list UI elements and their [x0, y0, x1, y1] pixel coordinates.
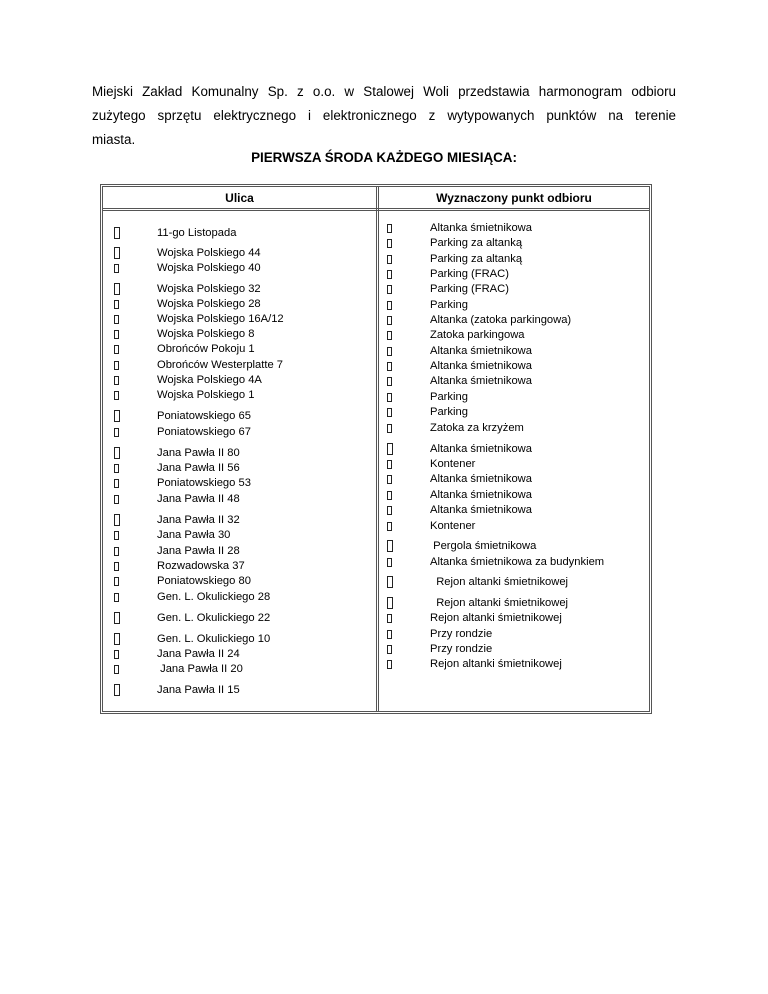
- street-cell: Poniatowskiego 53: [157, 477, 251, 489]
- street-cell: Wojska Polskiego 40: [157, 262, 261, 274]
- checkbox-icon: [387, 540, 393, 552]
- schedule-heading: PIERWSZA ŚRODA KAŻDEGO MIESIĄCA:: [251, 150, 517, 165]
- point-cell: Altanka śmietnikowa: [430, 375, 532, 387]
- checkbox-icon: [387, 491, 392, 500]
- point-cell: Rejon altanki śmietnikowej: [430, 576, 569, 588]
- point-cell: Rejon altanki śmietnikowej: [430, 612, 562, 624]
- point-cell: Parking: [430, 391, 468, 403]
- street-cell: Jana Pawła II 80: [157, 447, 240, 459]
- checkbox-icon: [114, 345, 119, 354]
- street-cell: 11-go Listopada: [157, 227, 237, 239]
- checkbox-icon: [387, 522, 392, 531]
- street-cell: Wojska Polskiego 4A: [157, 374, 262, 386]
- checkbox-icon: [114, 464, 119, 473]
- street-cell: Wojska Polskiego 1: [157, 389, 255, 401]
- point-cell: Kontener: [430, 520, 476, 532]
- street-cell: Gen. L. Okulickiego 10: [157, 633, 271, 645]
- checkbox-icon: [114, 495, 119, 504]
- checkbox-icon: [114, 315, 119, 324]
- checkbox-icon: [114, 665, 119, 674]
- point-cell: Kontener: [430, 458, 476, 470]
- header-rule: [103, 208, 649, 211]
- point-cell: Rejon altanki śmietnikowej: [430, 597, 569, 609]
- point-cell: Altanka śmietnikowa: [430, 360, 532, 372]
- checkbox-icon: [387, 347, 392, 356]
- point-cell: Altanka śmietnikowa: [430, 473, 532, 485]
- checkbox-icon: [387, 475, 392, 484]
- point-cell: Parking: [430, 299, 468, 311]
- checkbox-icon: [387, 506, 392, 515]
- point-cell: Parking: [430, 406, 468, 418]
- checkbox-icon: [387, 424, 392, 433]
- checkbox-icon: [114, 247, 120, 259]
- checkbox-icon: [387, 630, 392, 639]
- street-cell: Jana Pawła 30: [157, 529, 231, 541]
- intro-line: Miejski Zakład Komunalny Sp. z o.o. w Stalowej Woli przedstawia harmonogram odbioru: [92, 84, 676, 99]
- checkbox-icon: [387, 614, 392, 623]
- checkbox-icon: [387, 270, 392, 279]
- street-cell: Wojska Polskiego 32: [157, 283, 261, 295]
- checkbox-icon: [114, 376, 119, 385]
- street-cell: Poniatowskiego 67: [157, 426, 251, 438]
- checkbox-icon: [387, 316, 392, 325]
- street-cell: Jana Pawła II 48: [157, 493, 240, 505]
- checkbox-icon: [114, 447, 120, 459]
- checkbox-icon: [387, 331, 392, 340]
- checkbox-icon: [114, 650, 119, 659]
- checkbox-icon: [387, 443, 393, 455]
- point-cell: Rejon altanki śmietnikowej: [430, 658, 562, 670]
- checkbox-icon: [387, 576, 393, 588]
- checkbox-icon: [114, 300, 119, 309]
- checkbox-icon: [387, 377, 392, 386]
- point-cell: Altanka śmietnikowa: [430, 222, 532, 234]
- checkbox-icon: [114, 330, 119, 339]
- checkbox-icon: [114, 612, 120, 624]
- checkbox-icon: [114, 684, 120, 696]
- street-cell: Obrońców Westerplatte 7: [157, 359, 284, 371]
- point-cell: Pergola śmietnikowa: [430, 540, 537, 552]
- street-cell: Wojska Polskiego 8: [157, 328, 255, 340]
- checkbox-icon: [114, 283, 120, 295]
- street-cell: Wojska Polskiego 28: [157, 298, 261, 310]
- checkbox-icon: [114, 531, 119, 540]
- checkbox-icon: [387, 645, 392, 654]
- street-cell: Jana Pawła II 15: [157, 684, 240, 696]
- street-cell: Poniatowskiego 65: [157, 410, 251, 422]
- checkbox-icon: [114, 410, 120, 422]
- point-cell: Parking za altanką: [430, 253, 523, 265]
- checkbox-icon: [114, 593, 119, 602]
- point-cell: Parking (FRAC): [430, 268, 509, 280]
- checkbox-icon: [114, 547, 119, 556]
- point-cell: Parking za altanką: [430, 237, 523, 249]
- point-cell: Altanka śmietnikowa za budynkiem: [430, 556, 605, 568]
- point-cell: Zatoka parkingowa: [430, 329, 525, 341]
- checkbox-icon: [387, 239, 392, 248]
- checkbox-icon: [114, 264, 119, 273]
- checkbox-icon: [387, 362, 392, 371]
- checkbox-icon: [114, 633, 120, 645]
- checkbox-icon: [387, 408, 392, 417]
- street-cell: Jana Pawła II 56: [157, 462, 240, 474]
- intro-paragraph: [92, 80, 676, 152]
- street-cell: Jana Pawła II 24: [157, 648, 240, 660]
- checkbox-icon: [114, 479, 119, 488]
- checkbox-icon: [114, 428, 119, 437]
- street-cell: Rozwadowska 37: [157, 560, 245, 572]
- checkbox-icon: [114, 577, 119, 586]
- point-cell: Parking (FRAC): [430, 283, 509, 295]
- point-cell: Altanka śmietnikowa: [430, 489, 532, 501]
- street-cell: Wojska Polskiego 16A/12: [157, 313, 284, 325]
- street-cell: Jana Pawła II 28: [157, 545, 240, 557]
- checkbox-icon: [387, 285, 392, 294]
- point-cell: Altanka śmietnikowa: [430, 443, 532, 455]
- checkbox-icon: [387, 224, 392, 233]
- street-column-header: Ulica: [225, 191, 254, 205]
- column-divider: [376, 187, 379, 711]
- street-cell: Obrońców Pokoju 1: [157, 343, 255, 355]
- street-cell: Poniatowskiego 80: [157, 575, 251, 587]
- street-cell: Gen. L. Okulickiego 22: [157, 612, 271, 624]
- checkbox-icon: [387, 255, 392, 264]
- point-cell: Przy rondzie: [430, 643, 493, 655]
- checkbox-icon: [387, 660, 392, 669]
- street-cell: Jana Pawła II 32: [157, 514, 240, 526]
- point-cell: Zatoka za krzyżem: [430, 422, 524, 434]
- checkbox-icon: [114, 391, 119, 400]
- point-cell: Altanka śmietnikowa: [430, 345, 532, 357]
- street-cell: Wojska Polskiego 44: [157, 247, 261, 259]
- checkbox-icon: [114, 562, 119, 571]
- collection-table: [100, 184, 652, 714]
- intro-line: miasta.: [92, 132, 136, 147]
- checkbox-icon: [387, 393, 392, 402]
- checkbox-icon: [114, 361, 119, 370]
- checkbox-icon: [387, 460, 392, 469]
- point-cell: Altanka śmietnikowa: [430, 504, 532, 516]
- checkbox-icon: [387, 301, 392, 310]
- checkbox-icon: [114, 227, 120, 239]
- checkbox-icon: [114, 514, 120, 526]
- street-cell: Gen. L. Okulickiego 28: [157, 591, 271, 603]
- checkbox-icon: [387, 558, 392, 567]
- point-column-header: Wyznaczony punkt odbioru: [436, 191, 592, 205]
- street-cell: Jana Pawła II 20: [157, 663, 243, 675]
- checkbox-icon: [387, 597, 393, 609]
- point-cell: Przy rondzie: [430, 628, 493, 640]
- point-cell: Altanka (zatoka parkingowa): [430, 314, 572, 326]
- intro-line: zużytego sprzętu elektrycznego i elektronicznego z wytypowanych punktów na terenie: [92, 108, 676, 123]
